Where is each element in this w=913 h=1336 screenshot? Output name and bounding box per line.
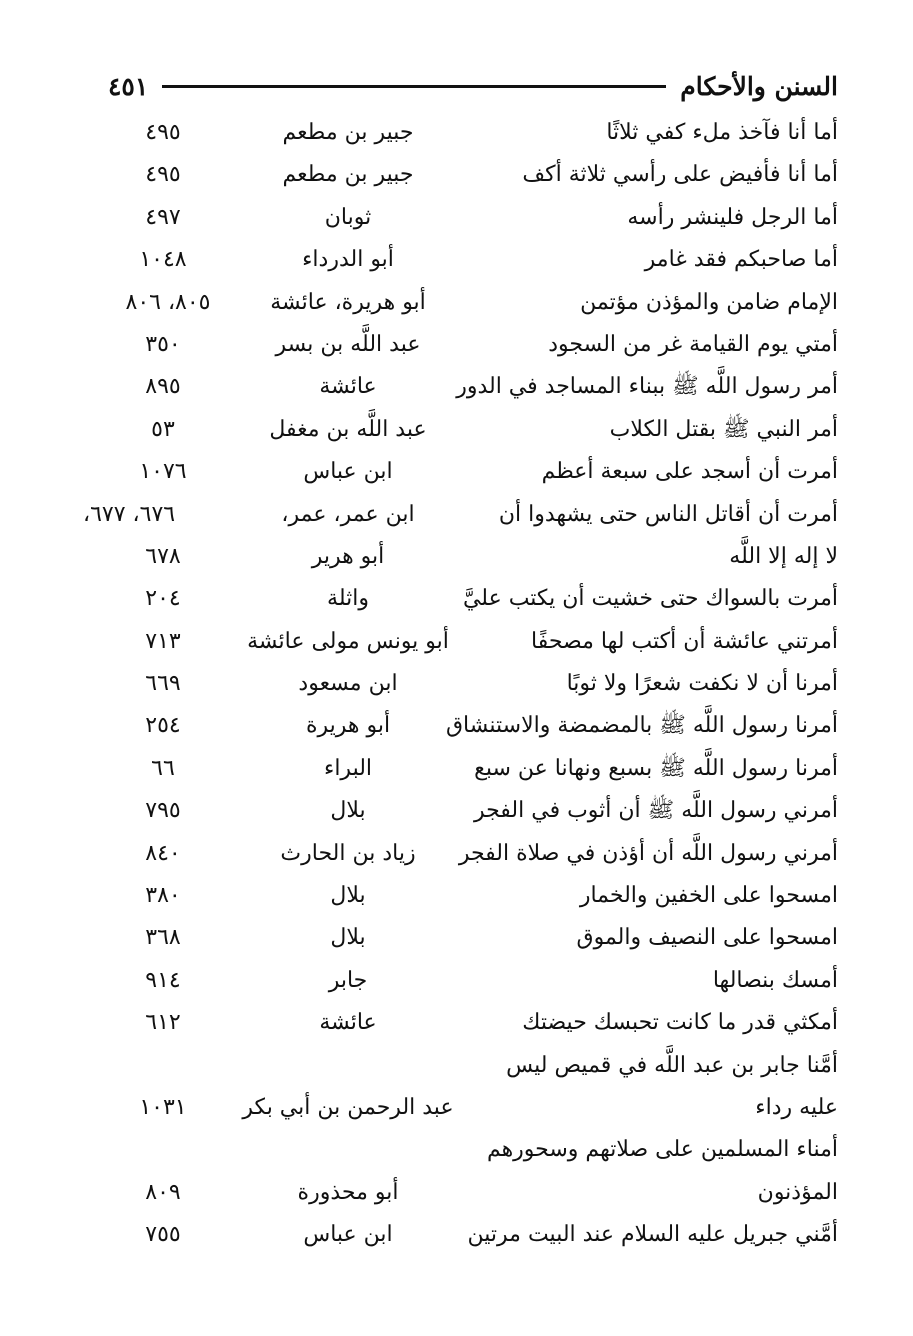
index-row (108, 1087, 838, 1129)
narrator-name: أبو محذورة (297, 1179, 399, 1205)
index-row (108, 748, 838, 790)
narrator-name: جبير بن مطعم (282, 120, 414, 145)
index-row (108, 833, 838, 875)
index-row (108, 1045, 838, 1087)
narrator-name: أبو الدرداء (302, 247, 394, 273)
hadith-text: أمرني رسول اللَّه ﷺ أن أثوب في الفجر (473, 798, 838, 824)
hadith-number: ٧٥٥ (145, 1222, 181, 1248)
hadith-number: ٦١٢ (145, 1010, 181, 1036)
narrator-name: ابن عباس (303, 1222, 393, 1248)
narrator-name: عائشة (319, 1010, 377, 1036)
hadith-number: ٧١٣ (145, 628, 181, 654)
page-number: ٤٥١ (108, 71, 149, 101)
index-row (108, 663, 838, 705)
narrator-name: عائشة (319, 374, 377, 400)
hadith-text: أمرنا رسول اللَّه ﷺ بسبع ونهانا عن سبع (474, 755, 838, 781)
index-row (108, 239, 838, 281)
narrator-name: جبير بن مطعم (282, 162, 414, 188)
hadith-text: أمرنا أن لا نكفت شعرًا ولا ثوبًا (566, 671, 838, 697)
index-row (108, 917, 838, 959)
index-row (108, 154, 838, 196)
hadith-text: أمرت أن أقاتل الناس حتى يشهدوا أن (498, 501, 838, 527)
narrator-name: عبد الرحمن بن أبي بكر (242, 1094, 454, 1120)
narrator-name: واثلة (327, 586, 369, 612)
index-row (108, 112, 838, 154)
hadith-number: ١٠٣١ (139, 1094, 187, 1120)
hadith-number: ٨٩٥ (145, 374, 181, 400)
hadith-text: أمكثي قدر ما كانت تحبسك حيضتك (522, 1010, 838, 1036)
hadith-text: أمرت أن أسجد على سبعة أعظم (541, 459, 838, 485)
hadith-text: عليه رداء (755, 1094, 838, 1120)
narrator-name: بلال (330, 798, 366, 824)
hadith-text: أما الرجل فلينشر رأسه (627, 204, 838, 230)
narrator-name: أبو هرير (311, 543, 385, 569)
narrator-name: جابر (328, 967, 368, 993)
hadith-number: ٥٣ (151, 416, 175, 442)
hadith-text: لا إله إلا اللَّه (729, 543, 838, 569)
running-title: السنن والأحكام (680, 71, 838, 101)
index-row (108, 197, 838, 239)
hadith-text: الإمام ضامن والمؤذن مؤتمن (580, 289, 838, 315)
narrator-name: زياد بن الحارث (280, 840, 416, 866)
header-rule (162, 85, 666, 88)
hadith-text: أمرنا رسول اللَّه ﷺ بالمضمضة والاستنشاق (445, 713, 838, 739)
hadith-text: أمتي يوم القيامة غر من السجود (548, 331, 838, 357)
hadith-number: ٩١٤ (145, 967, 181, 993)
index-row (108, 536, 838, 578)
index-row (108, 875, 838, 917)
index-row (108, 282, 838, 324)
index-row (108, 621, 838, 663)
narrator-name: البراء (323, 755, 373, 781)
hadith-number: ٨٠٩ (145, 1179, 181, 1205)
index-entries (83, 112, 838, 1257)
hadith-text: أمرتني عائشة أن أكتب لها مصحفًا (530, 628, 838, 654)
hadith-text: أمسك بنصالها (712, 967, 838, 993)
hadith-number: ١٠٤٨ (139, 247, 187, 273)
hadith-text: المؤذنون (757, 1179, 838, 1205)
narrator-name: ابن عباس (303, 459, 393, 485)
index-row (108, 451, 838, 493)
hadith-number: ٨٤٠ (145, 840, 181, 866)
hadith-text: أمر رسول اللَّه ﷺ ببناء المساجد في الدور (456, 374, 838, 400)
hadith-number: ٤٩٥ (145, 120, 181, 145)
page-header (108, 66, 838, 106)
index-row (108, 366, 838, 408)
hadith-text: أما أنا فأفيض على رأسي ثلاثة أكف (522, 162, 838, 188)
hadith-number: ٣٨٠ (145, 883, 181, 909)
index-row (108, 1002, 838, 1044)
index-row (108, 1129, 838, 1171)
narrator-name: بلال (330, 925, 366, 951)
hadith-number: ٢٠٤ (145, 586, 181, 612)
narrator-name: عبد اللَّه بن مغفل (269, 416, 427, 442)
hadith-text: أمَّنا جابر بن عبد اللَّه في قميص ليس (506, 1052, 838, 1078)
hadith-number: ٨٠٥، ٨٠٦ (125, 289, 211, 315)
index-row (108, 324, 838, 366)
index-row (108, 960, 838, 1002)
hadith-text: أمرت بالسواك حتى خشيت أن يكتب عليَّ (462, 586, 838, 612)
narrator-name: ابن مسعود (298, 671, 398, 697)
index-row (108, 578, 838, 620)
index-row (108, 409, 838, 451)
index-row (108, 705, 838, 747)
hadith-text: امسحوا على النصيف والموق (576, 925, 838, 951)
hadith-number: ٦٧٦، ٦٧٧، (83, 501, 176, 527)
hadith-text: امسحوا على الخفين والخمار (579, 883, 838, 909)
hadith-number: ١٠٧٦ (139, 459, 187, 485)
narrator-name: أبو هريرة، عائشة (270, 289, 426, 315)
index-row (108, 790, 838, 832)
narrator-name: ابن عمر، عمر، (281, 501, 415, 527)
index-row (108, 1172, 838, 1214)
hadith-text: أمرني رسول اللَّه أن أؤذن في صلاة الفجر (458, 840, 838, 866)
hadith-text: أما أنا فآخذ ملء كفي ثلاثًا (606, 120, 838, 145)
hadith-text: أمر النبي ﷺ بقتل الكلاب (609, 416, 838, 442)
hadith-text: أمَّني جبريل عليه السلام عند البيت مرتين (467, 1222, 838, 1248)
index-row (83, 494, 838, 536)
hadith-number: ٧٩٥ (145, 798, 181, 824)
hadith-number: ٢٥٤ (145, 713, 181, 739)
narrator-name: أبو هريرة (305, 713, 391, 739)
hadith-number: ٣٥٠ (145, 331, 181, 357)
hadith-text: أمناء المسلمين على صلاتهم وسحورهم (486, 1137, 838, 1163)
hadith-number: ٤٩٧ (145, 204, 181, 230)
hadith-number: ٣٦٨ (145, 925, 181, 951)
narrator-name: ثوبان (324, 204, 372, 230)
index-row (108, 1214, 838, 1256)
narrator-name: عبد اللَّه بن بسر (275, 331, 421, 357)
hadith-number: ٤٩٥ (145, 162, 181, 188)
narrator-name: أبو يونس مولى عائشة (247, 628, 449, 654)
hadith-text: أما صاحبكم فقد غامر (644, 247, 838, 273)
hadith-number: ٦٦٩ (145, 671, 181, 697)
narrator-name: بلال (330, 883, 366, 909)
hadith-number: ٦٧٨ (145, 543, 181, 569)
hadith-number: ٦٦ (151, 755, 175, 781)
